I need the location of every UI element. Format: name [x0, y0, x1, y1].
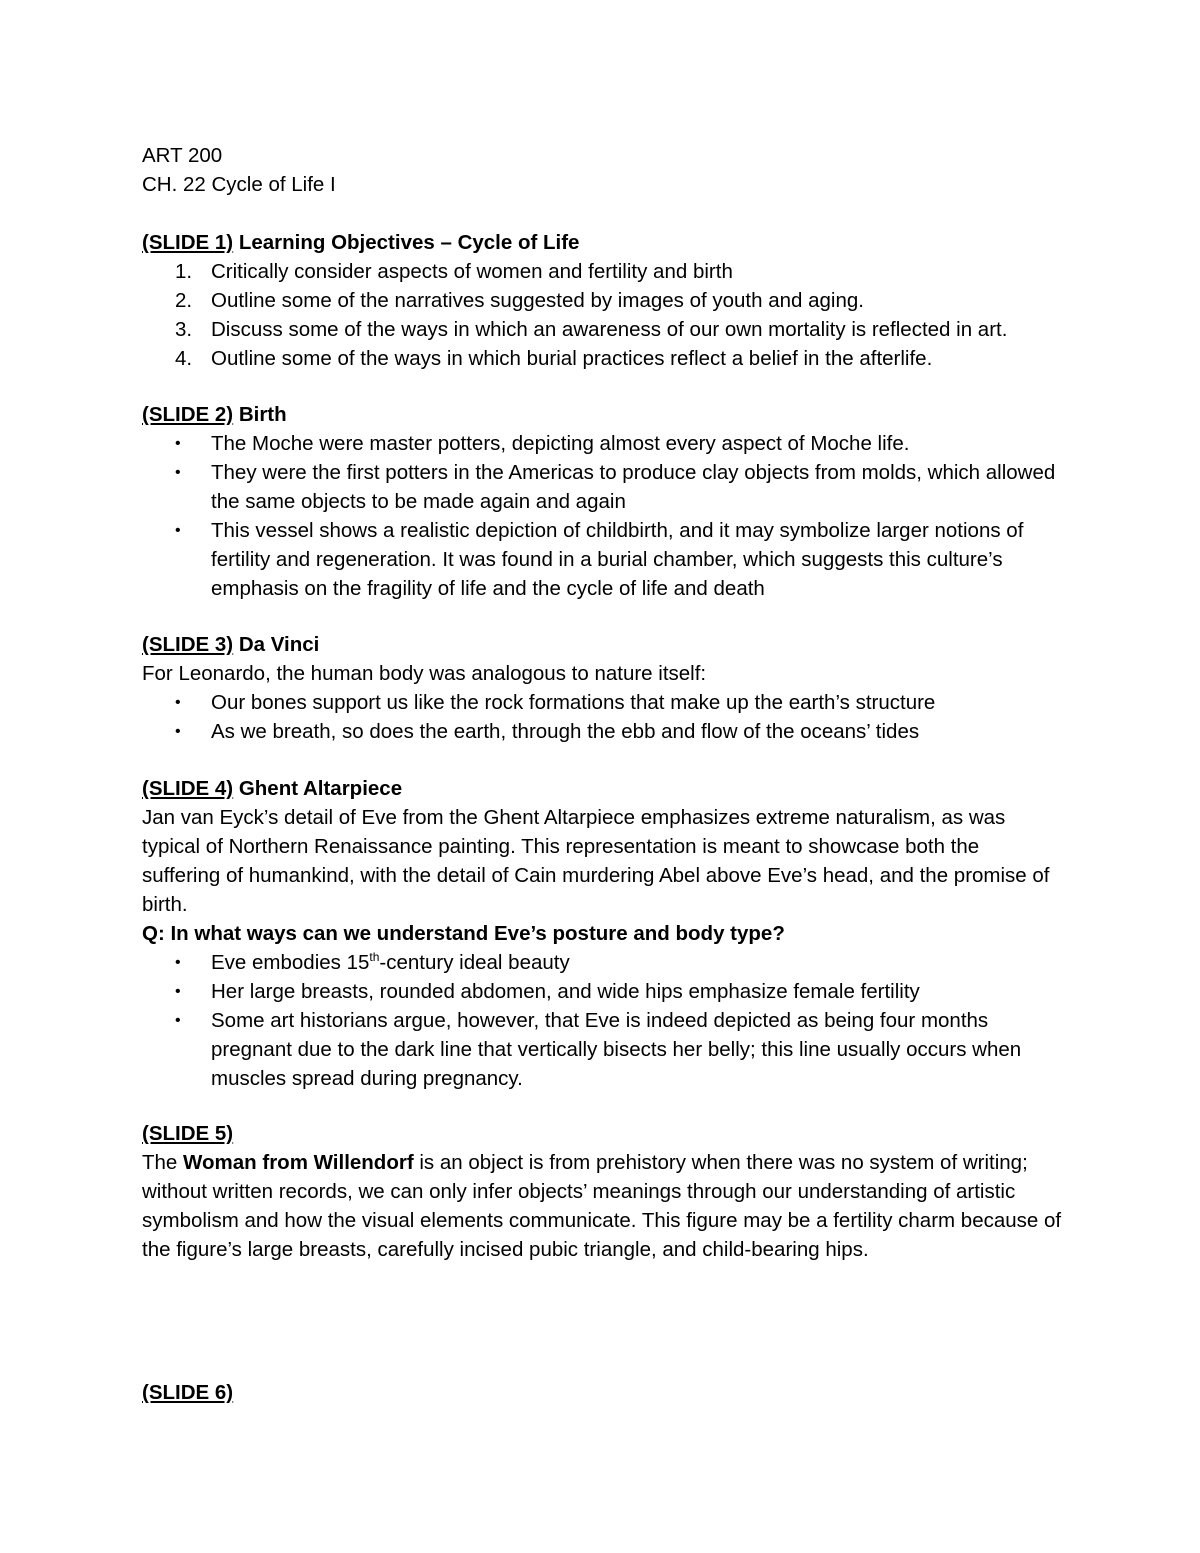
slide-tag: (SLIDE 3): [142, 633, 234, 656]
slide-6-heading: [142, 1378, 1062, 1407]
list-item: [142, 315, 1062, 344]
bullet-item: [142, 429, 1062, 458]
list-number: 4.: [175, 347, 193, 370]
bullet-icon: •: [175, 1012, 181, 1029]
slide-tag: (SLIDE 5): [142, 1122, 234, 1145]
slide-title: Da Vinci: [233, 633, 320, 656]
list-number: 3.: [175, 318, 193, 341]
bullet-item: [142, 717, 1062, 746]
list-text: Critically consider aspects of women and fertility and birth: [211, 260, 733, 283]
list-item: [142, 344, 1062, 373]
slide-1-section: [142, 228, 1062, 373]
slide-1-heading: [142, 228, 1062, 257]
bullet-text: [211, 951, 570, 974]
intro-text: For Leonardo, the human body was analogous to nature itself:: [142, 662, 707, 685]
slide-2-section: [142, 400, 1062, 603]
list-item: [142, 286, 1062, 315]
bullet-text: The Moche were master potters, depicting almost every aspect of Moche life.: [211, 432, 910, 455]
chapter-title: CH. 22 Cycle of Life I: [142, 173, 336, 196]
slide-tag: (SLIDE 2): [142, 403, 234, 426]
bullet-item: [142, 1006, 1062, 1093]
bullet-icon: •: [175, 694, 181, 711]
body-paragraph: [142, 1148, 1062, 1264]
bullet-icon: •: [175, 983, 181, 1000]
slide-title: Learning Objectives – Cycle of Life: [233, 231, 580, 254]
bullet-icon: •: [175, 464, 181, 481]
bullet-text: Some art historians argue, however, that Eve is indeed depicted as being four months pregnant due to the dark line that vertically bisects her belly; this line usually occurs when muscles spread during pregnancy.: [211, 1009, 1022, 1090]
list-text: Discuss some of the ways in which an awareness of our own mortality is reflected in art.: [211, 318, 1008, 341]
slide-6-section: [142, 1378, 1062, 1407]
bullet-item: [142, 458, 1062, 516]
slide-3-heading: [142, 630, 1062, 659]
list-number: 2.: [175, 289, 193, 312]
slide-2-heading: [142, 400, 1062, 429]
slide-3-section: [142, 630, 1062, 746]
document-header: [142, 141, 1062, 199]
slide-5-heading: [142, 1119, 1062, 1148]
bullet-text: Our bones support us like the rock formations that make up the earth’s structure: [211, 691, 936, 714]
bullet-icon: •: [175, 723, 181, 740]
bullet-icon: •: [175, 522, 181, 539]
slide-tag: (SLIDE 6): [142, 1381, 234, 1404]
slide-tag: (SLIDE 1): [142, 231, 234, 254]
list-text: Outline some of the narratives suggested by images of youth and aging.: [211, 289, 864, 312]
body-paragraph: Jan van Eyck’s detail of Eve from the Ghent Altarpiece emphasizes extreme naturalism, as was typical of Northern Renaissance painting. This representation is meant to showcase both the suffering of humankind, with the detail of Cain murdering Abel above Eve’s head, and the promise of birth.: [142, 806, 1050, 916]
bullet-item: [142, 516, 1062, 603]
bold-term: Woman from Willendorf: [183, 1151, 414, 1174]
question-text: Q: In what ways can we understand Eve’s posture and body type?: [142, 922, 785, 945]
slide-5-section: [142, 1119, 1062, 1264]
bullet-icon: •: [175, 954, 181, 971]
bullet-item: [142, 688, 1062, 717]
slide-title: Ghent Altarpiece: [233, 777, 403, 800]
slide-4-section: [142, 774, 1062, 1093]
course-title: ART 200: [142, 144, 223, 167]
bullet-item: [142, 977, 1062, 1006]
bullet-text: This vessel shows a realistic depiction of childbirth, and it may symbolize larger notions of fertility and regeneration. It was found in a burial chamber, which suggests this culture’s emphasis on the fragility of life and the cycle of life and death: [211, 519, 1024, 600]
list-number: 1.: [175, 260, 193, 283]
bullet-text: Her large breasts, rounded abdomen, and wide hips emphasize female fertility: [211, 980, 920, 1003]
bullet-text: As we breath, so does the earth, through the ebb and flow of the oceans’ tides: [211, 720, 920, 743]
bullet-icon: •: [175, 435, 181, 452]
text-run: is an object is from prehistory when there was no system of writing; without written records, we can only infer objects’ meanings through our understanding of artistic symbolism and how the visual elements communicate. This figure may be a fertility charm because of the figure’s large breasts, carefully incised pubic triangle, and child-bearing hips.: [142, 1151, 1062, 1261]
list-item: [142, 257, 1062, 286]
slide-tag: (SLIDE 4): [142, 777, 234, 800]
slide-4-heading: [142, 774, 1062, 803]
text-run: -century ideal beauty: [379, 951, 570, 974]
text-run: Eve embodies 15: [211, 951, 370, 974]
list-text: Outline some of the ways in which burial practices reflect a belief in the afterlife.: [211, 347, 933, 370]
superscript: th: [369, 950, 380, 965]
text-run: The: [142, 1151, 184, 1174]
bullet-text: They were the first potters in the Americas to produce clay objects from molds, which allowed the same objects to be made again and again: [211, 461, 1056, 513]
slide-title: Birth: [233, 403, 287, 426]
bullet-item: [142, 948, 1062, 977]
